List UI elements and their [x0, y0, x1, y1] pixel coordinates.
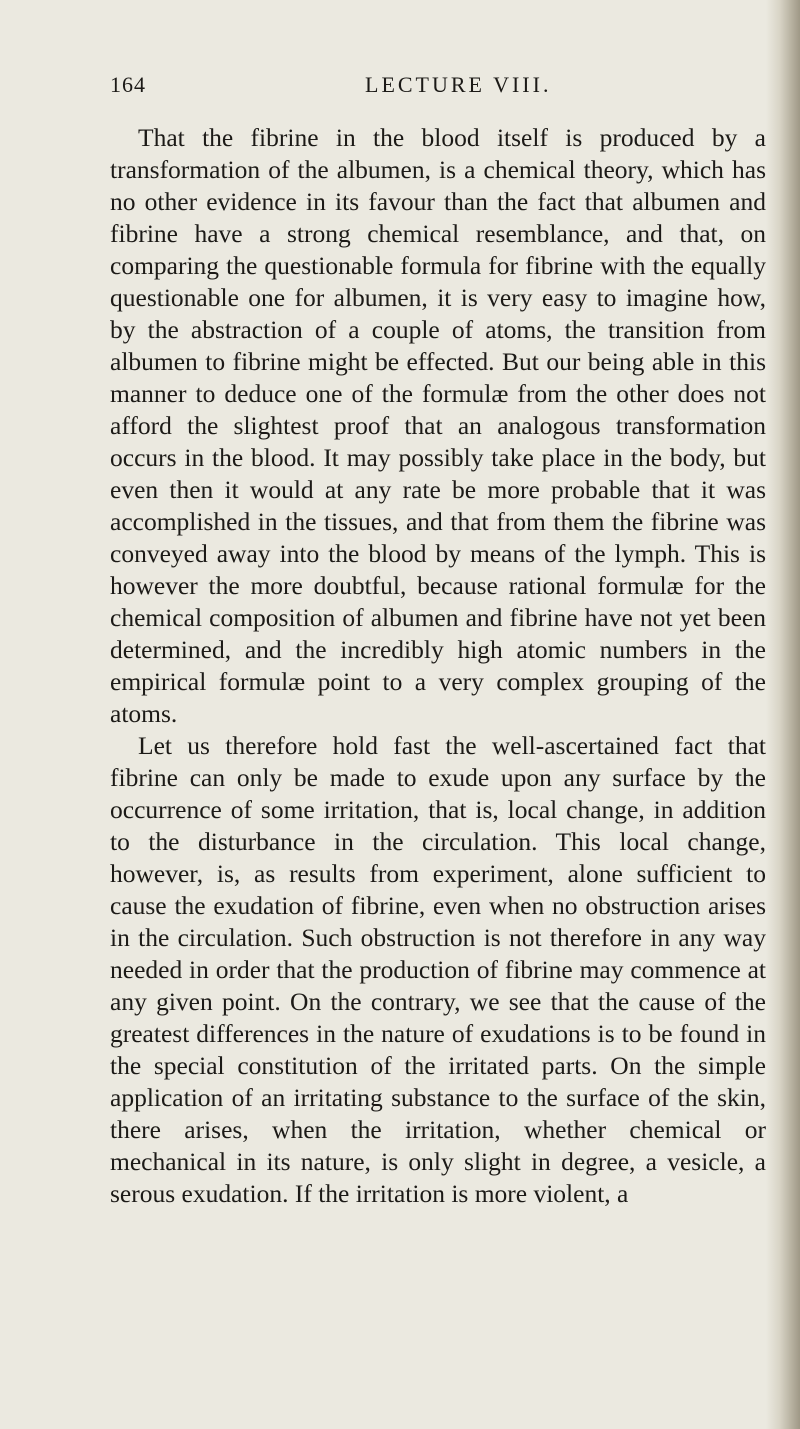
chapter-title: LECTURE VIII.: [365, 72, 552, 97]
page-edge-shadow: [766, 0, 800, 1429]
paragraph-fibrine-theory: That the fibrine in the blood itself is produced by a transformation of the albumen, is a chemical theory, which has no other evidence in its favour than the fact that albumen and fibrine have a strong chemical resemblance, and that, on comparing the questionable formula for fibrine with the equally questionable one for albumen, it is very easy to imagine how, by the abstraction of a couple of atoms, the transition from albumen to fibrine might be effected. But our being able in this manner to deduce one of the formulæ from the other does not afford the slightest proof that an analogous transformation occurs in the blood. It may possibly take place in the body, but even then it would at any rate be more probable that it was accomplished in the tissues, and that from them the fibrine was conveyed away into the blood by means of the lymph. This is however the more doubtful, because rational formulæ for the chemical composition of albumen and fibrine have not yet been determined, and the incredibly high atomic numbers in the empirical formulæ point to a very complex grouping of the atoms.: [110, 123, 766, 728]
paragraph-exudation: Let us therefore hold fast the well-ascertained fact that fibrine can only be made to exude upon any surface by the occurrence of some irritation, that is, local change, in addition to the disturbance in the circulation. This local change, however, is, as results from experiment, alone sufficient to cause the exudation of fibrine, even when no obstruction arises in the circulation. Such obstruction is not therefore in any way needed in order that the production of fibrine may commence at any given point. On the contrary, we see that the cause of the greatest differences in the nature of exudations is to be found in the special constitution of the irritated parts. On the simple application of an irritating substance to the surface of the skin, there arises, when the irritation, whether chemical or mechanical in its nature, is only slight in degree, a vesicle, a serous exudation. If the irritation is more violent, a: [110, 731, 766, 1208]
page-number: 164: [110, 72, 146, 97]
running-head: [110, 72, 760, 102]
body-text: [110, 122, 766, 1210]
